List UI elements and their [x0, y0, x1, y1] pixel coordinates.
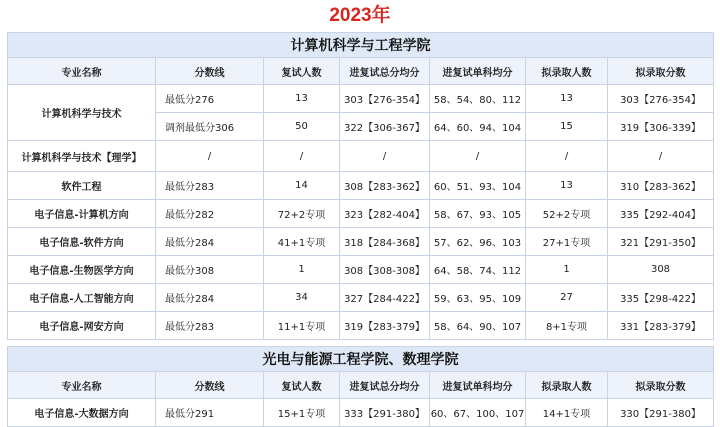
admit-score-cell: 321【291-350】	[608, 228, 714, 256]
retest-cell: 34	[264, 284, 340, 312]
header-major: 专业名称	[8, 372, 156, 399]
table-row	[8, 141, 714, 172]
cutoff-cell: 最低分291	[156, 399, 264, 427]
major-cell: 计算机科学与技术【理学】	[8, 141, 156, 172]
admit-score-cell: 330【291-380】	[608, 399, 714, 427]
single-avg-cell: 64、58、74、112	[430, 256, 526, 284]
total-avg-cell: 333【291-380】	[340, 399, 430, 427]
total-avg-cell: 319【283-379】	[340, 312, 430, 340]
cutoff-cell: 最低分283	[156, 172, 264, 200]
header-retest-total-avg: 进复试总分均分	[340, 58, 430, 85]
major-cell: 电子信息-生物医学方向	[8, 256, 156, 284]
header-admit-score: 拟录取分数	[608, 58, 714, 85]
header-admit-count: 拟录取人数	[526, 58, 608, 85]
header-retest-single-avg: 进复试单科均分	[430, 58, 526, 85]
admit-cell: 13	[526, 85, 608, 113]
admit-cell: 1	[526, 256, 608, 284]
total-avg-cell: 308【308-308】	[340, 256, 430, 284]
admit-cell: 27	[526, 284, 608, 312]
total-avg-cell: /	[340, 141, 430, 172]
cutoff-cell: 最低分284	[156, 284, 264, 312]
table-row	[8, 284, 714, 312]
single-avg-cell: 58、64、90、107	[430, 312, 526, 340]
major-cell: 电子信息-软件方向	[8, 228, 156, 256]
major-cell: 电子信息-网安方向	[8, 312, 156, 340]
header-retest-total-avg: 进复试总分均分	[340, 372, 430, 399]
admit-score-cell: 308	[608, 256, 714, 284]
section1-title: 计算机科学与工程学院	[8, 33, 714, 58]
admit-cell: 8+1专项	[526, 312, 608, 340]
retest-cell: 13	[264, 85, 340, 113]
section-gap	[8, 340, 714, 347]
header-retest-count: 复试人数	[264, 58, 340, 85]
major-cell: 计算机科学与技术	[8, 85, 156, 141]
admit-score-cell: /	[608, 141, 714, 172]
single-avg-cell: /	[430, 141, 526, 172]
admit-cell: 52+2专项	[526, 200, 608, 228]
header-retest-count: 复试人数	[264, 372, 340, 399]
total-avg-cell: 322【306-367】	[340, 113, 430, 141]
section2-title: 光电与能源工程学院、数理学院	[8, 347, 714, 372]
total-avg-cell: 308【283-362】	[340, 172, 430, 200]
single-avg-cell: 60、67、100、107	[430, 399, 526, 427]
cutoff-cell: 最低分282	[156, 200, 264, 228]
table-row	[8, 200, 714, 228]
total-avg-cell: 327【284-422】	[340, 284, 430, 312]
score-table	[7, 32, 714, 427]
section1-header-row	[8, 58, 714, 85]
cutoff-cell: 最低分284	[156, 228, 264, 256]
year-title: 2023年	[329, 5, 391, 26]
retest-cell: 50	[264, 113, 340, 141]
header-admit-score: 拟录取分数	[608, 372, 714, 399]
major-cell: 电子信息-计算机方向	[8, 200, 156, 228]
admit-score-cell: 335【298-422】	[608, 284, 714, 312]
admit-cell: /	[526, 141, 608, 172]
admit-score-cell: 310【283-362】	[608, 172, 714, 200]
admit-cell: 14+1专项	[526, 399, 608, 427]
table-row	[8, 172, 714, 200]
single-avg-cell: 64、60、94、104	[430, 113, 526, 141]
table-row	[8, 256, 714, 284]
cutoff-cell: 调剂最低分306	[156, 113, 264, 141]
retest-cell: 15+1专项	[264, 399, 340, 427]
section2-header-row	[8, 372, 714, 399]
admit-score-cell: 331【283-379】	[608, 312, 714, 340]
retest-cell: 11+1专项	[264, 312, 340, 340]
total-avg-cell: 303【276-354】	[340, 85, 430, 113]
header-major: 专业名称	[8, 58, 156, 85]
header-admit-count: 拟录取人数	[526, 372, 608, 399]
retest-cell: 1	[264, 256, 340, 284]
single-avg-cell: 58、67、93、105	[430, 200, 526, 228]
major-cell: 软件工程	[8, 172, 156, 200]
single-avg-cell: 57、62、96、103	[430, 228, 526, 256]
table-row	[8, 312, 714, 340]
retest-cell: 72+2专项	[264, 200, 340, 228]
retest-cell: /	[264, 141, 340, 172]
header-retest-single-avg: 进复试单科均分	[430, 372, 526, 399]
admit-cell: 13	[526, 172, 608, 200]
single-avg-cell: 59、63、95、109	[430, 284, 526, 312]
admit-score-cell: 335【292-404】	[608, 200, 714, 228]
admit-score-cell: 303【276-354】	[608, 85, 714, 113]
major-cell: 电子信息-人工智能方向	[8, 284, 156, 312]
cutoff-cell: /	[156, 141, 264, 172]
cutoff-cell: 最低分308	[156, 256, 264, 284]
header-cutoff: 分数线	[156, 372, 264, 399]
header-cutoff: 分数线	[156, 58, 264, 85]
admit-cell: 15	[526, 113, 608, 141]
single-avg-cell: 60、51、93、104	[430, 172, 526, 200]
single-avg-cell: 58、54、80、112	[430, 85, 526, 113]
major-cell: 电子信息-大数据方向	[8, 399, 156, 427]
retest-cell: 14	[264, 172, 340, 200]
cutoff-cell: 最低分283	[156, 312, 264, 340]
cutoff-cell: 最低分276	[156, 85, 264, 113]
retest-cell: 41+1专项	[264, 228, 340, 256]
admit-score-cell: 319【306-339】	[608, 113, 714, 141]
table-row	[8, 228, 714, 256]
total-avg-cell: 318【284-368】	[340, 228, 430, 256]
table-row	[8, 85, 714, 113]
admit-cell: 27+1专项	[526, 228, 608, 256]
total-avg-cell: 323【282-404】	[340, 200, 430, 228]
section1-title-row	[8, 33, 714, 58]
section2-title-row	[8, 347, 714, 372]
table-row	[8, 399, 714, 427]
